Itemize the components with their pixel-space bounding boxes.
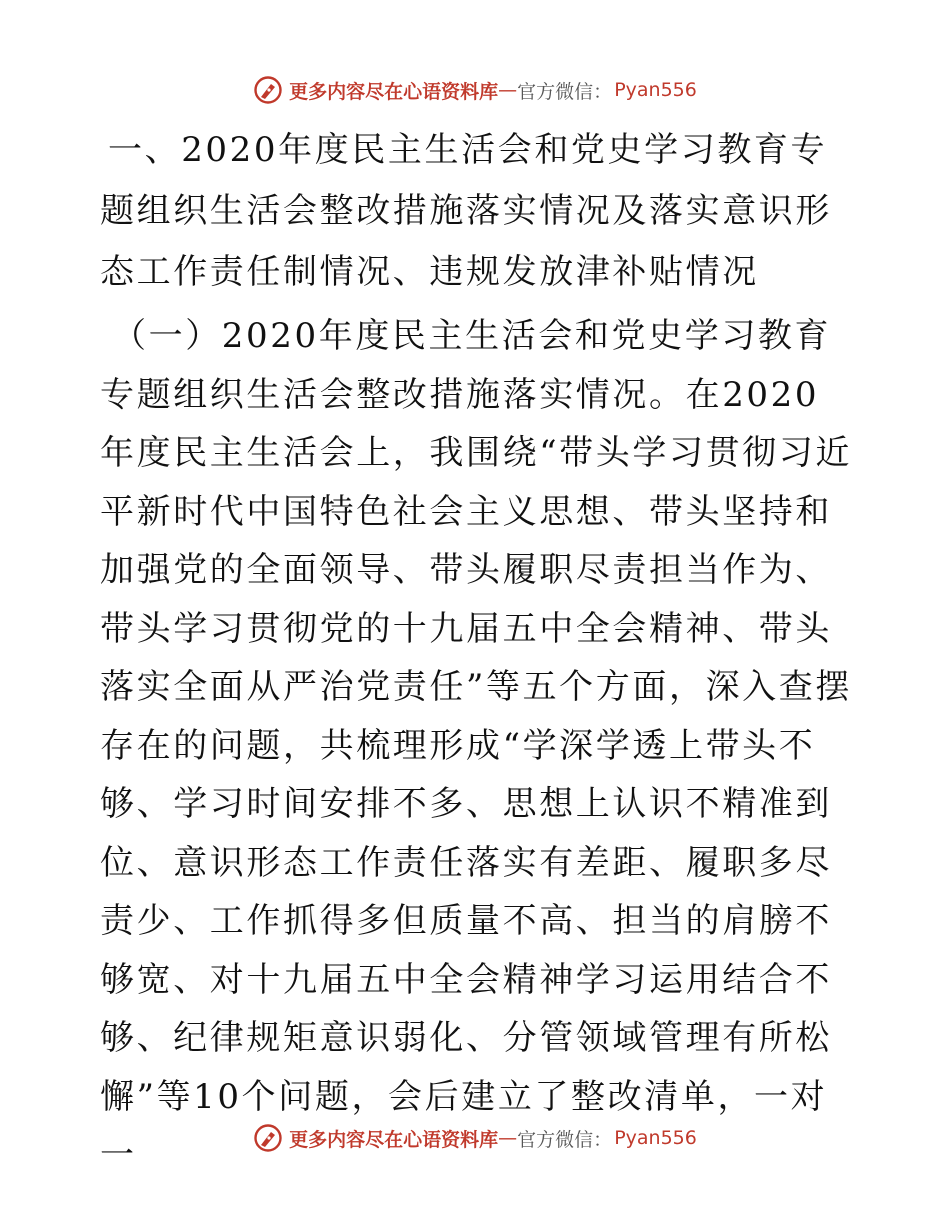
watermark-official-label: 官方微信： xyxy=(517,80,613,103)
watermark-header xyxy=(0,70,950,110)
watermark-brand: 更多内容尽在心语资料库 xyxy=(289,1128,499,1151)
watermark-separator: — xyxy=(498,1127,518,1149)
document-body xyxy=(100,120,852,1185)
pen-nib-circle-icon xyxy=(253,1123,283,1153)
watermark-wechat-id: Pyan556 xyxy=(614,1127,697,1149)
watermark-official-label: 官方微信： xyxy=(517,1128,613,1151)
watermark-separator: — xyxy=(498,79,518,101)
watermark-wechat-id: Pyan556 xyxy=(614,79,697,101)
pen-nib-circle-icon xyxy=(253,75,283,105)
body-paragraph: （一）2020年度民主生活会和党史学习教育专题组织生活会整改措施落实情况。在2020年度民主生活会上，我围绕“带头学习贯彻习近平新时代中国特色社会主义思想、带头坚持和加强党的全面领导、带头履职尽责担当作为、带头学习贯彻党的十九届五中全会精神、带头落实全面从严治党责任”等五个方面，深入查摆存在的问题，共梳理形成“学深学透上带头不够、学习时间安排不多、思想上认识不精准到位、意识形态工作责任落实有差距、履职多尽责少、工作抓得多但质量不高、担当的肩膀不够宽、对十九届五中全会精神学习运用结合不够、纪律规矩意识弱化、分管领域管理有所松懈”等10个问题，会后建立了整改清单，一对一 xyxy=(100,316,852,1175)
watermark-footer xyxy=(0,1118,950,1158)
watermark-brand: 更多内容尽在心语资料库 xyxy=(289,80,499,103)
section-heading: 一、2020年度民主生活会和党史学习教育专题组织生活会整改措施落实情况及落实意识形态工作责任制情况、违规发放津补贴情况 xyxy=(100,130,832,292)
